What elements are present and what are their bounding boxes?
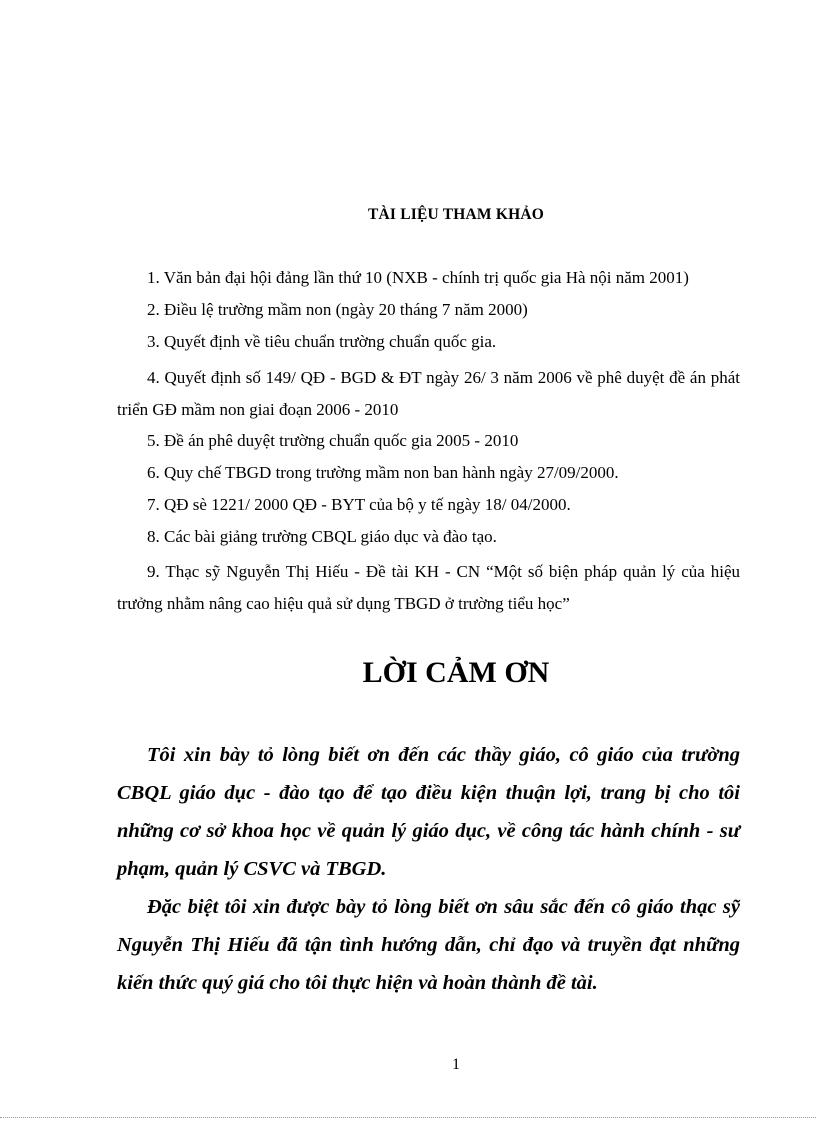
acknowledgement-paragraph: Tôi xin bày tỏ lòng biết ơn đến các thầy giáo, cô giáo của trường CBQL giáo dục - đào tạo để tạo điều kiện thuận lợi, trang bị cho tôi những cơ sở khoa học về quản lý giáo dục, về công tác hành chính - sư phạm, quản lý CSVC và TBGD.	[117, 744, 740, 880]
reference-item: 1. Văn bản đại hội đảng lần thứ 10 (NXB - chính trị quốc gia Hà nội năm 2001)	[147, 268, 689, 287]
reference-item: 4. Quyết định số 149/ QĐ - BGD & ĐT ngày 26/ 3 năm 2006 về phê duyệt đề án phát triển GĐ mầm non giai đoạn 2006 - 2010	[117, 368, 740, 419]
reference-item: 5. Đề án phê duyệt trường chuẩn quốc gia 2005 - 2010	[147, 431, 519, 450]
acknowledgement-title: LỜI CẢM ƠN	[362, 656, 550, 689]
page-number: 1	[452, 1056, 460, 1073]
page-bottom-divider	[0, 1117, 816, 1118]
reference-item: 8. Các bài giảng trường CBQL giáo dục và đào tạo.	[147, 527, 497, 546]
reference-item: 2. Điều lệ trường mầm non (ngày 20 tháng 7 năm 2000)	[147, 300, 528, 319]
acknowledgement-paragraph: Đặc biệt tôi xin được bày tỏ lòng biết ơn sâu sắc đến cô giáo thạc sỹ Nguyễn Thị Hiếu đã tận tình hướng dẫn, chỉ đạo và truyền đạt những kiến thức quý giá cho tôi thực hiện và hoàn thành đề tài.	[117, 896, 740, 994]
reference-item: 6. Quy chế TBGD trong trường mầm non ban hành ngày 27/09/2000.	[147, 463, 619, 482]
acknowledgement-body	[117, 736, 740, 1002]
reference-item: 7. QĐ sè 1221/ 2000 QĐ - BYT của bộ y tế ngày 18/ 04/2000.	[147, 495, 571, 514]
references-title: TÀI LIỆU THAM KHẢO	[368, 206, 544, 223]
reference-item: 9. Thạc sỹ Nguyễn Thị Hiếu - Đề tài KH - CN “Một số biện pháp quản lý của hiệu trưởng nhằm nâng cao hiệu quả sử dụng TBGD ở trường tiểu học”	[117, 562, 740, 613]
reference-item: 3. Quyết định về tiêu chuẩn trường chuẩn quốc gia.	[147, 332, 497, 351]
